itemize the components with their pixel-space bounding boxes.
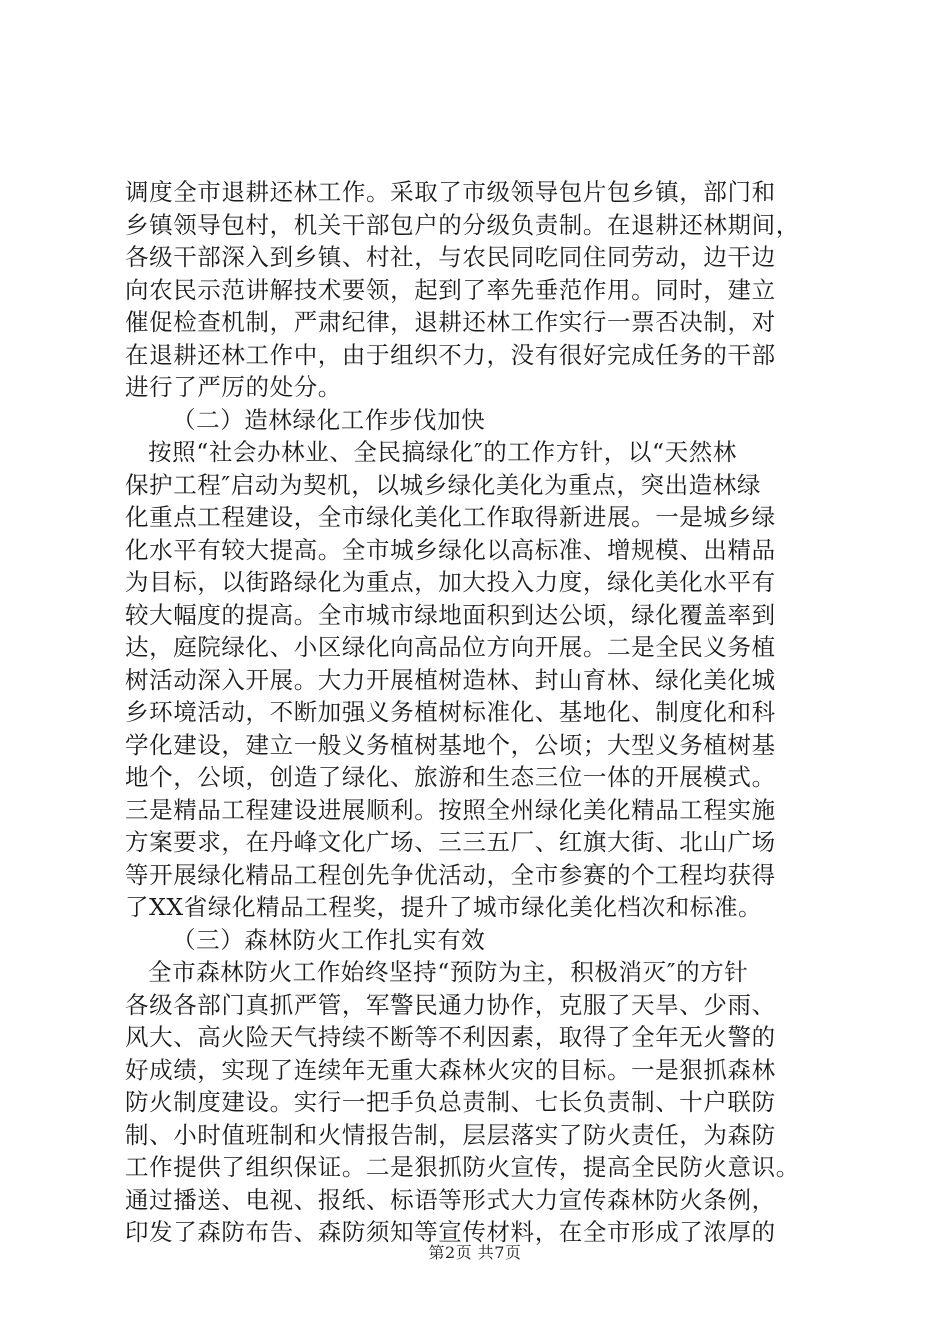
text-line: 进行了严厉的处分。 <box>125 373 342 401</box>
text-line: 化重点工程建设，全市绿化美化工作取得新进展。一是城乡绿 <box>125 503 776 531</box>
text-line: 防火制度建设。实行一把手负总责制、七长负责制、十户联防 <box>125 1088 776 1116</box>
text-line: 催促检查机制，严肃纪律，退耕还林工作实行一票否决制，对 <box>125 308 776 336</box>
text-line: 保护工程″启动为契机，以城乡绿化美化为重点，突出造林绿 <box>125 470 761 499</box>
text-line: 通过播送、电视、报纸、标语等形式大力宣传森林防火条例， <box>125 1185 776 1214</box>
text-line: 较大幅度的提高。全市城市绿地面积到达公顷，绿化覆盖率到 <box>125 600 776 629</box>
page-number-footer: 第2页 共7页 <box>428 1243 522 1262</box>
text-line: 各级干部深入到乡镇、村社，与农民同吃同住同劳动，边干边 <box>125 243 776 271</box>
paragraph-first-line: 按照“社会办林业、全民搞绿化″的工作方针，以“天然林 <box>148 438 737 466</box>
text-line: 为目标，以街路绿化为重点，加大投入力度，绿化美化水平有 <box>125 568 776 596</box>
text-line: 调度全市退耕还林工作。采取了市级领导包片包乡镇，部门和 <box>125 178 776 206</box>
text-line: 工作提供了组织保证。二是狠抓防火宣传，提高全民防火意识。 <box>125 1153 800 1181</box>
text-line: 向农民示范讲解技术要领，起到了率先垂范作用。同时，建立 <box>125 275 776 304</box>
text-line: 树活动深入开展。大力开展植树造林、封山育林、绿化美化城 <box>125 665 776 694</box>
text-line: 了XX省绿化精品工程奖，提升了城市绿化美化档次和标准。 <box>125 893 763 921</box>
text-line: 学化建设，建立一般义务植树基地个，公顷；大型义务植树基 <box>125 730 776 759</box>
text-line: 乡环境活动，不断加强义务植树标准化、基地化、制度化和科 <box>125 698 776 726</box>
text-line: 印发了森防布告、森防须知等宣传材料，在全市形成了浓厚的 <box>125 1218 776 1246</box>
section-heading: （三）森林防火工作扎实有效 <box>172 925 486 954</box>
text-line: 三是精品工程建设进展顺利。按照全州绿化美化精品工程实施 <box>125 795 776 824</box>
text-line: 达，庭院绿化、小区绿化向高品位方向开展。二是全民义务植 <box>125 633 776 661</box>
text-line: 等开展绿化精品工程创先争优活动，全市参赛的个工程均获得 <box>125 860 776 889</box>
text-line: 方案要求，在丹峰文化广场、三三五厂、红旗大街、北山广场 <box>125 828 776 856</box>
text-line: 风大、高火险天气持续不断等不利因素，取得了全年无火警的 <box>125 1023 776 1051</box>
section-heading: （二）造林绿化工作步伐加快 <box>172 405 486 434</box>
text-line: 好成绩，实现了连续年无重大森林火灾的目标。一是狠抓森林 <box>125 1055 776 1084</box>
text-line: 制、小时值班制和火情报告制，层层落实了防火责任，为森防 <box>125 1120 776 1149</box>
paragraph-first-line: 全市森林防火工作始终坚持“预防为主，积极消灭″的方针 <box>148 958 749 986</box>
text-line: 在退耕还林工作中，由于组织不力，没有很好完成任务的干部 <box>125 340 776 369</box>
document-body <box>125 176 835 1249</box>
text-line: 地个，公顷，创造了绿化、旅游和生态三位一体的开展模式。 <box>125 763 776 791</box>
text-line: 化水平有较大提高。全市城乡绿化以高标准、增规模、出精品 <box>125 535 776 564</box>
text-line: 乡镇领导包村，机关干部包户的分级负责制。在退耕还林期间， <box>125 210 800 239</box>
text-line: 各级各部门真抓严管，军警民通力协作，克服了天旱、少雨、 <box>125 990 776 1019</box>
